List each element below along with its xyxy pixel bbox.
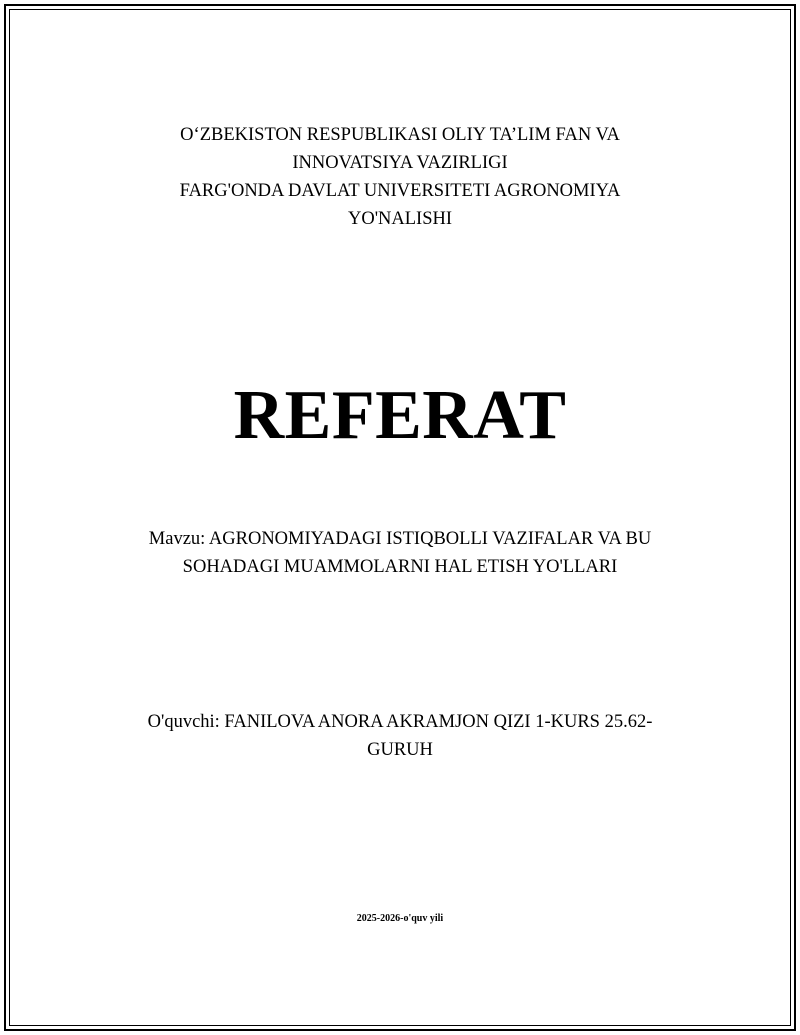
header-line-1: O‘ZBEKISTON RESPUBLIKASI OLIY TA’LIM FAN VA [180, 125, 620, 145]
topic-line-1: Mavzu: AGRONOMIYADAGI ISTIQBOLLI VAZIFALAR VA BU [148, 529, 652, 549]
student-section [130, 708, 670, 764]
header-line-4: YO'NALISHI [347, 209, 453, 229]
topic-section [130, 525, 670, 581]
student-line-1: O'quvchi: FANILOVA ANORA AKRAMJON QIZI 1-KURS 25.62- [147, 712, 653, 732]
header-line-2: INNOVATSIYA VAZIRLIGI [292, 153, 508, 173]
topic-line-2: SOHADAGI MUAMMOLARNI HAL ETISH YO'LLARI [182, 557, 618, 577]
document-title: REFERAT [233, 377, 567, 454]
ministry-header [130, 121, 670, 233]
academic-year: 2025-2026-o'quv yili [356, 913, 444, 924]
student-line-2: GURUH [367, 740, 433, 760]
header-line-3: FARG'ONDA DAVLAT UNIVERSITETI AGRONOMIYA [179, 181, 621, 201]
